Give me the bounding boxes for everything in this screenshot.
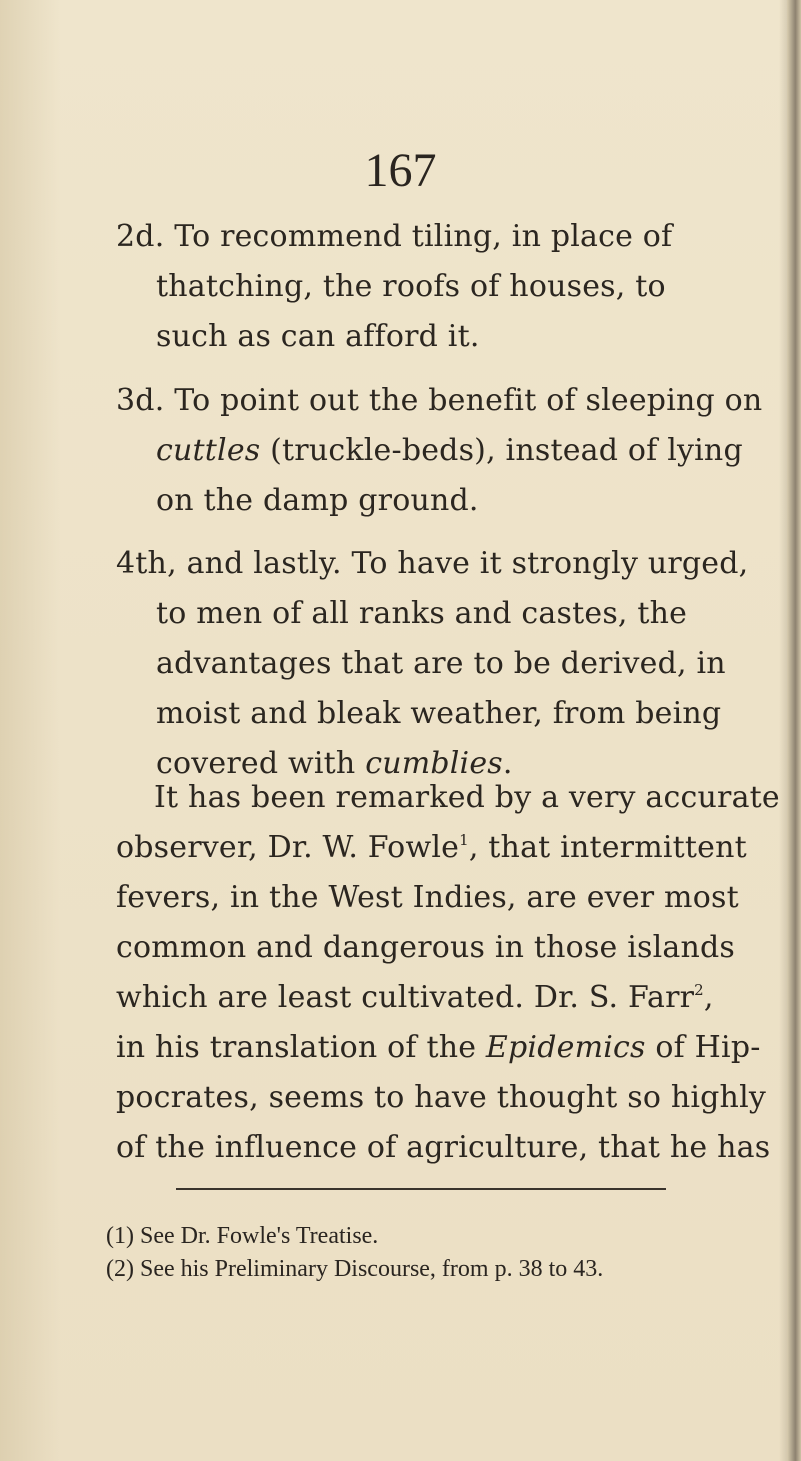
list-item-line: covered with cumblies.	[156, 746, 513, 781]
list-item-line: advantages that are to be derived, in	[156, 646, 726, 681]
page-number: 167	[364, 144, 437, 197]
paragraph-line: fevers, in the West Indies, are ever most	[116, 880, 739, 915]
item-marker: 2d.	[116, 219, 165, 254]
list-item-line: such as can afford it.	[156, 319, 480, 354]
list-item-4th	[116, 539, 748, 789]
paragraph-line: It has been remarked by a very accurate	[154, 780, 780, 815]
list-item-3d	[116, 376, 762, 526]
footnote-ref: 2	[694, 981, 704, 999]
list-item-line: 4th, and lastly. To have it strongly urged,	[116, 546, 749, 581]
paragraph-line: in his translation of the Epidemics of Hip-	[116, 1030, 761, 1065]
list-item-line: thatching, the roofs of houses, to	[156, 269, 666, 304]
footnote: (2) See his Preliminary Discourse, from p. 38 to 43.	[106, 1256, 604, 1282]
body-paragraph	[116, 773, 780, 1173]
page-edge	[787, 0, 801, 1461]
paragraph-line: which are least cultivated. Dr. S. Farr$^2$,	[116, 980, 714, 1015]
italic-term: cuttles	[156, 433, 261, 468]
footnotes	[106, 1220, 603, 1286]
italic-term: cumblies	[365, 746, 503, 781]
paragraph-line: observer, Dr. W. Fowle$^1$, that intermittent	[116, 830, 747, 865]
list-item-line: moist and bleak weather, from being	[156, 696, 722, 731]
list-item-line: cuttles (truckle-beds), instead of lying	[156, 433, 743, 468]
list-item-line: to men of all ranks and castes, the	[156, 596, 688, 631]
list-item-line: 2d. To recommend tiling, in place of	[116, 219, 673, 254]
list-item-2d	[116, 212, 672, 362]
footnote: (1) See Dr. Fowle's Treatise.	[106, 1223, 379, 1249]
paragraph-line: of the influence of agriculture, that he has	[116, 1130, 771, 1165]
footnote-ref: 1	[459, 831, 469, 849]
item-marker: 4th,	[116, 546, 177, 581]
paragraph-line: pocrates, seems to have thought so highly	[116, 1080, 767, 1115]
item-marker: 3d.	[116, 383, 165, 418]
list-item-line: 3d. To point out the benefit of sleeping on	[116, 383, 763, 418]
paragraph-line: common and dangerous in those islands	[116, 930, 736, 965]
footnote-divider	[176, 1188, 666, 1190]
italic-term: Epidemics	[485, 1030, 646, 1065]
list-item-line: on the damp ground.	[156, 483, 479, 518]
